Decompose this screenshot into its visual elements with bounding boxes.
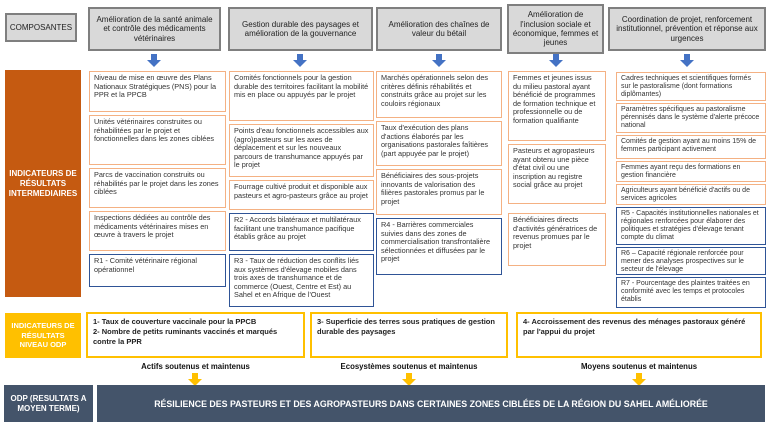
indicator-box: Comités fonctionnels pour la gestion durable des territoires facilitant la mobilité mis en place ou appuyés par le projet [229,71,374,121]
indicator-box: Comités de gestion ayant au moins 15% de femmes participant activement [616,135,766,159]
arrow-down-icon [147,54,161,67]
component-box-chaines-valeur: Amélioration des chaînes de valeur du bétail [376,7,502,51]
odp-indicator-line: 4- Accroissement des revenus des ménages pastoraux généré par l'appui du projet [523,317,746,336]
odp-indicator-line: 1- Taux de couverture vaccinale pour la PPCB [93,317,257,326]
sustain-label-ecosystemes: Ecosystèmes soutenus et maintenus [340,362,478,371]
row-label-composantes: COMPOSANTES [5,13,77,42]
indicator-box: Niveau de mise en œuvre des Plans Nationaux Stratégiques (PNS) pour la PPR et la PPCB [89,71,226,112]
indicator-box: Femmes ayant reçu des formations en gestion financière [616,161,766,182]
component-box-sante-animale: Amélioration de la santé animale et contrôle des médicaments vétérinaires [88,7,221,51]
indicator-box: Marchés opérationnels selon des critères définis réhabilités et construits grâce au projet sur les couloirs régionaux [376,71,502,118]
indicator-box: Bénéficiaires directs d'activités génératrices de revenus promues par le projet [508,213,606,266]
odp-result-bar: RÉSILIENCE DES PASTEURS ET DES AGROPASTEURS DANS CERTAINES ZONES CIBLÉES DE LA RÉGION DU SAHEL AMÉLIORÉE [97,385,765,422]
result-indicator-box-r7: R7 - Pourcentage des plaintes traitées en conformité avec les temps et protocoles établis [616,277,766,308]
row-label-intermediate-indicators: INDICATEURS DE RÉSULTATS INTERMEDIAIRES [5,70,81,297]
indicator-box: Points d'eau fonctionnels accessibles aux (agro)pasteurs sur les axes de déplacement et sur les nouveaux parcours de transhumance appuyés par le projet [229,124,374,177]
indicator-box: Cadres techniques et scientifiques formés sur le pastoralisme (dont formations diplômantes) [616,72,766,101]
result-indicator-box-r5: R5 - Capacités institutionnelles nationales et régionales renforcées pour élaborer des politiques et stratégies d'élevage tenant compte du climat [616,207,766,245]
odp-indicator-box-1 [86,312,305,358]
odp-indicator-line: 3- Superficie des terres sous pratiques de gestion durable des paysages [317,317,495,336]
result-indicator-box-r6: R6 – Capacité régionale renforcée pour mener des analyses prospectives sur le secteur de l'élevage [616,247,766,275]
indicator-box: Taux d'exécution des plans d'actions élaborés par les organisations pastorales faîtières (part appuyée par le projet) [376,121,502,166]
indicator-box: Paramètres spécifiques au pastoralisme pérennisés dans le système d'alerte précoce national [616,103,766,133]
result-indicator-box-r4: R4 - Barrières commerciales suivies dans des zones de commercialisation transfrontalière sélectionnées et diffusées par le projet [376,218,502,275]
result-indicator-box-r2: R2 - Accords bilatéraux et multilatéraux facilitant une transhumance pacifique établis grâce au projet [229,213,374,251]
row-label-odp-result: ODP (RESULTATS A MOYEN TERME) [4,385,93,422]
arrow-down-icon [293,54,307,67]
indicator-box: Bénéficiaires des sous-projets innovants de valorisation des filières pastorales promus par le projet [376,169,502,215]
result-indicator-box-r1: R1 - Comité vétérinaire régional opérationnel [89,254,226,287]
odp-indicator-box-3 [516,312,762,358]
result-indicator-box-r3: R3 - Taux de réduction des conflits liés aux systèmes d'élevage mobiles dans trois axes de transhumance et de commerce (Ouest, Centre et Est) au Sahel et en Afrique de l'Ouest [229,254,374,307]
indicator-box: Femmes et jeunes issus du milieu pastoral ayant bénéficié de programmes de formation technique et professionnelle ou de formation qualifiante [508,71,606,141]
sustain-label-actifs: Actifs soutenus et maintenus [141,362,250,371]
arrow-down-icon [680,54,694,67]
component-box-paysages: Gestion durable des paysages et amélioration de la gouvernance [228,7,373,51]
component-box-inclusion: Amélioration de l'inclusion sociale et économique, femmes et jeunes [507,4,604,54]
odp-indicator-box-2 [310,312,508,358]
indicator-box: Pasteurs et agropasteurs ayant obtenu une pièce d'état civil ou une inscription au registre social grâce au projet [508,144,606,204]
odp-indicator-line: 2- Nombre de petits ruminants vaccinés et marqués contre la PPR [93,326,278,346]
arrow-down-icon [432,54,446,67]
indicator-box: Inspections dédiées au contrôle des médicaments vétérinaires mises en œuvre à travers le projet [89,211,226,251]
indicator-box: Fourrage cultivé produit et disponible aux pasteurs et agro-pasteurs grâce au projet [229,180,374,210]
arrow-down-icon [549,54,563,67]
component-box-coordination: Coordination de projet, renforcement institutionnel, prévention et réponse aux urgences [608,7,766,51]
indicator-box: Agriculteurs ayant bénéficié d'actifs ou de services agricoles [616,184,766,205]
indicator-box: Unités vétérinaires construites ou réhabilitées par le projet et fonctionnelles dans les zones ciblées [89,115,226,165]
indicator-box: Parcs de vaccination construits ou réhabilités par le projet dans les zones ciblées [89,168,226,208]
row-label-odp-indicators: INDICATEURS DE RÉSULTATS NIVEAU ODP [5,313,81,358]
sustain-label-moyens: Moyens soutenus et maintenus [580,362,698,371]
